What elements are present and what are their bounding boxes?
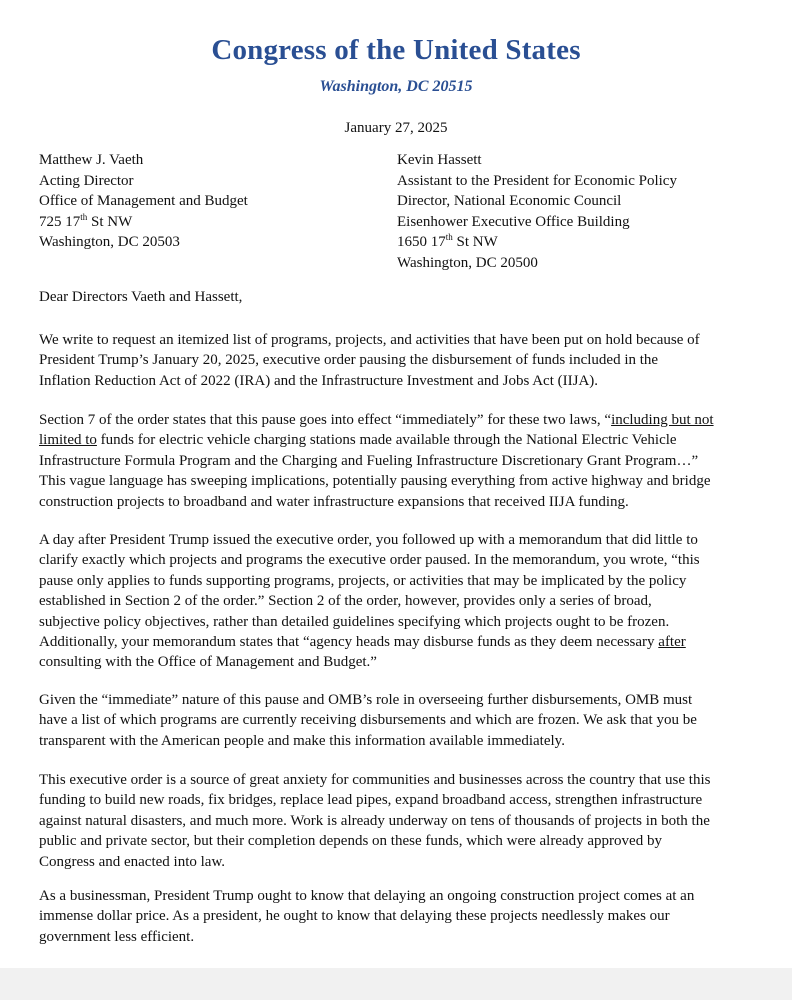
letter-date: January 27, 2025 [344, 120, 448, 136]
recipient-title: Assistant to the President for Economic Policy [397, 172, 677, 189]
paragraph-4: Given the “immediate” nature of this pause and OMB’s role in overseeing further disbursements, OMB must have a list of which programs are currently receiving disbursements and which are frozen. We ask that you be transparent with the American people and make this information available immediately. [39, 692, 697, 749]
paragraph-5: This executive order is a source of great anxiety for communities and businesses across the country that use this funding to build new roads, fix bridges, replace lead pipes, expand broadband access, strengthen infrastructure against natural disasters, and much more. Work is already underway on tens of thousands of projects in both the public and private sector, but their completion depends on these funds, which were already approved by Congress and enacted into law. [39, 772, 711, 870]
underlined-phrase: limited to [39, 432, 97, 449]
recipient-right-address [397, 150, 677, 274]
recipient-building: Eisenhower Executive Office Building [397, 213, 630, 230]
recipient-name: Matthew J. Vaeth [39, 152, 144, 168]
letterhead-title: Congress of the United States [211, 34, 581, 66]
page-bottom-margin [0, 968, 792, 1000]
paragraph-1: We write to request an itemized list of programs, projects, and activities that have been put on hold because of President Trump’s January 20, 2025, executive order pausing the disbursement of funds included in the Inflation Reduction Act of 2022 (IRA) and the Infrastructure Investment and Jobs Act (IIJA). [39, 332, 700, 389]
recipient-city: Washington, DC 20503 [39, 234, 180, 251]
recipient-title: Acting Director [39, 172, 134, 189]
paragraph-6: As a businessman, President Trump ought to know that delaying an ongoing construction project comes at an immense dollar price. As a president, he ought to know that delaying these projects needlessly makes our government less efficient. [39, 888, 695, 945]
recipient-left-address [39, 150, 248, 253]
recipient-org: Office of Management and Budget [39, 193, 248, 210]
underlined-word: after [658, 634, 686, 651]
recipient-org: Director, National Economic Council [397, 193, 622, 210]
paragraph-2: Section 7 of the order states that this pause goes into effect “immediately” for these two laws, “including but not limited to funds for electric vehicle charging stations made available through the National Electric Vehicle Infrastructure Formula Program and the Charging and Fueling Infrastructure Discretionary Grant Program…” This vague language has sweeping implications, potentially pausing everything from active highway and bridge construction projects to broadband and water infrastructure expansions that received IIJA funding. [39, 412, 714, 510]
letterhead-subtitle: Washington, DC 20515 [319, 78, 473, 95]
recipient-street: 1650 17th St NW [397, 232, 498, 251]
salutation: Dear Directors Vaeth and Hassett, [39, 289, 243, 305]
paragraph-3: A day after President Trump issued the executive order, you followed up with a memorandum that did little to clarify exactly which projects and programs the executive order paused. In the memorandum, you wrote, “this pause only applies to funds supporting programs, projects, or activities that may be implicated by the policy established in Section 2 of the order.” Section 2 of the order, however, provides only a series of broad, subjective policy objectives, rather than detailed guidelines specifying which projects ought to be frozen. Additionally, your memorandum states that “agency heads may disburse funds as they deem necessary after consulting with the Office of Management and Budget.” [39, 532, 700, 671]
recipient-city: Washington, DC 20500 [397, 254, 538, 271]
recipient-street: 725 17th St NW [39, 211, 133, 230]
underlined-phrase: including but not [611, 412, 714, 428]
recipient-name: Kevin Hassett [397, 152, 482, 168]
